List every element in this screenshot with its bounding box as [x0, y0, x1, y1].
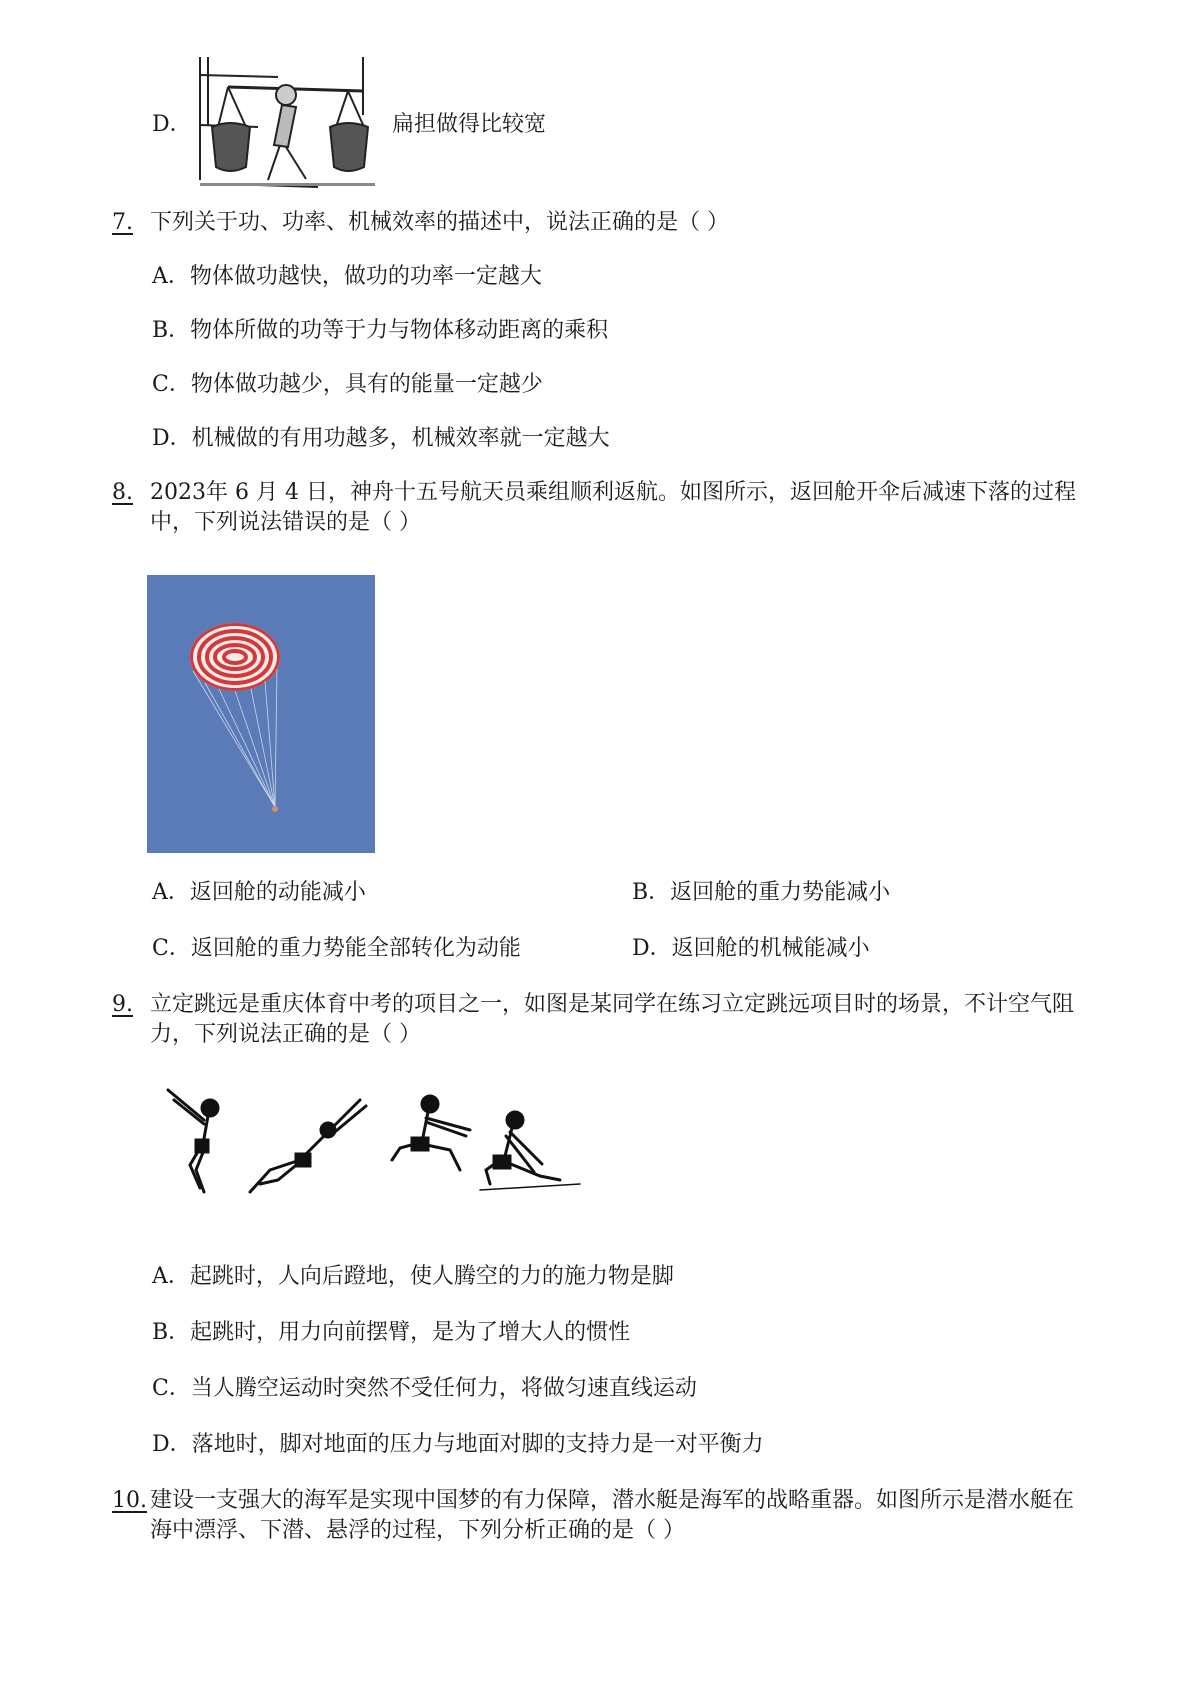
option-a — [152, 262, 542, 292]
option-b — [152, 316, 608, 346]
parachute-capsule-icon — [147, 575, 375, 853]
option-label: A． — [152, 264, 190, 289]
option-label: D． — [152, 1432, 192, 1457]
option-text: 物体所做的功等于力与物体移动距离的乘积 — [190, 318, 609, 343]
option-c — [152, 1374, 697, 1404]
option-a — [152, 1262, 674, 1292]
option-c — [152, 934, 521, 964]
standing-long-jump-icon — [160, 1080, 610, 1205]
option-label: C． — [152, 1376, 191, 1401]
option-text: 落地时，脚对地面的压力与地面对脚的支持力是一对平衡力 — [191, 1432, 764, 1457]
question-number: 8. — [112, 480, 133, 505]
prev-option-d — [152, 110, 192, 140]
option-b — [632, 878, 890, 908]
option-a — [152, 878, 366, 908]
long-jump-illustration — [160, 1080, 610, 1205]
option-text: 物体做功越少，具有的能量一定越少 — [190, 372, 543, 397]
option-d — [152, 1430, 764, 1460]
option-label: C． — [152, 372, 191, 397]
question-number: 7. — [112, 210, 133, 235]
option-d — [632, 934, 870, 964]
option-text: 当人腾空运动时突然不受任何力，将做匀速直线运动 — [190, 1376, 697, 1401]
option-text: 返回舱的重力势能减小 — [670, 880, 891, 905]
option-text: 返回舱的机械能减小 — [671, 936, 870, 961]
option-label: B． — [632, 880, 671, 905]
porter-carrying-baskets-icon — [198, 55, 376, 195]
option-text: 起跳时，用力向前摆臂，是为了增大人的惯性 — [190, 1320, 631, 1345]
question-stem: 下列关于功、功率、机械效率的描述中，说法正确的是（ ） — [150, 210, 729, 235]
option-label: C． — [152, 936, 191, 961]
option-label: B． — [152, 318, 191, 343]
option-d — [152, 424, 610, 454]
option-text: 机械做的有用功越多，机械效率就一定越大 — [191, 426, 610, 451]
question-number: 9. — [112, 992, 133, 1017]
parachute-photo — [147, 575, 375, 853]
option-b — [152, 1318, 630, 1348]
porter-illustration — [198, 55, 376, 195]
question-number: 10. — [112, 1488, 147, 1513]
question-stem: 立定跳远是重庆体育中考的项目之一，如图是某同学在练习立定跳远项目时的场景，不计空气阻力，下列说法正确的是（ ） — [150, 992, 1075, 1047]
option-text: 物体做功越快，做功的功率一定越大 — [189, 264, 542, 289]
question-stem: 2023年 6 月 4 日，神舟十五号航天员乘组顺利返航。如图所示，返回舱开伞后减速下落的过程中，下列说法错误的是（ ） — [150, 480, 1076, 535]
option-text: 返回舱的动能减小 — [189, 880, 366, 905]
question-stem: 建设一支强大的海军是实现中国梦的有力保障，潜水艇是海军的战略重器。如图所示是潜水艇在海中漂浮、下潜、悬浮的过程，下列分析正确的是（ ） — [150, 1488, 1075, 1543]
option-c — [152, 370, 543, 400]
option-label: D． — [152, 426, 192, 451]
option-text: 返回舱的重力势能全部转化为动能 — [190, 936, 521, 961]
option-label: D． — [632, 936, 672, 961]
option-label: B． — [152, 1320, 191, 1345]
option-label: A． — [152, 880, 190, 905]
option-label: D． — [152, 112, 192, 137]
option-label: A． — [152, 1264, 190, 1289]
prev-option-d-text: 扁担做得比较宽 — [392, 112, 547, 137]
option-text: 起跳时，人向后蹬地，使人腾空的力的施力物是脚 — [189, 1264, 674, 1289]
